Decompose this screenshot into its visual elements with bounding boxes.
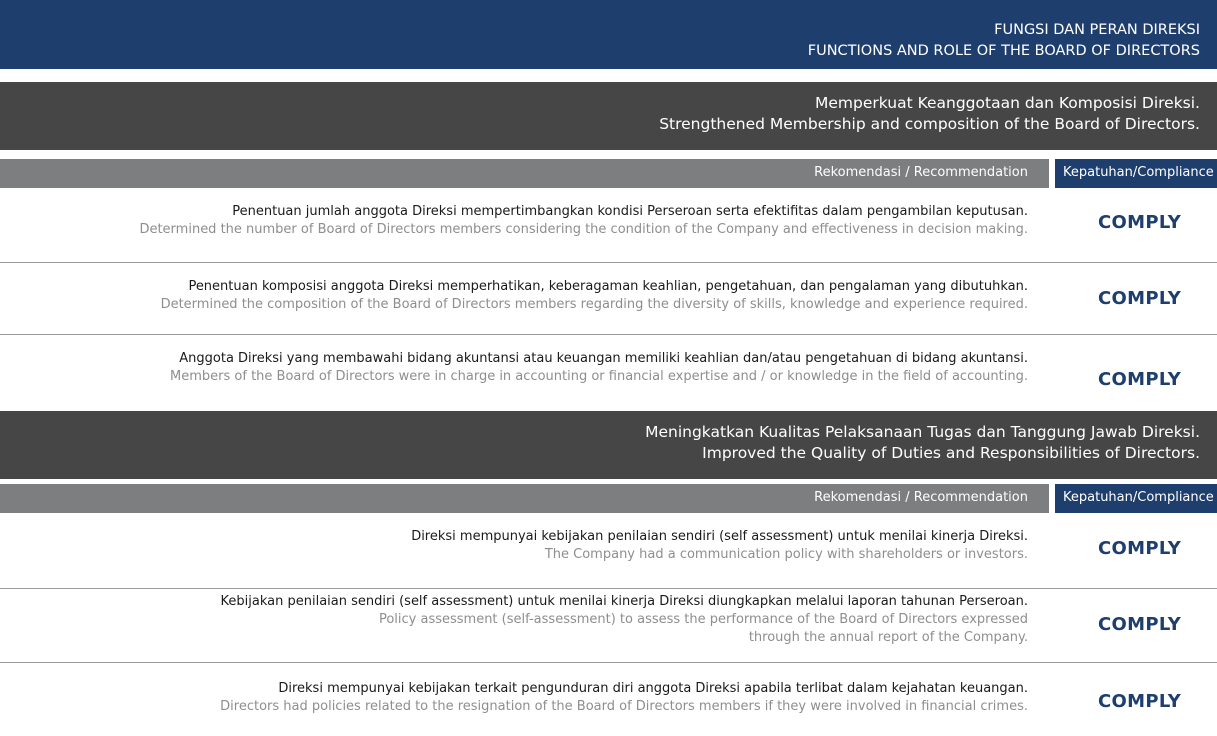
recommendation-text-en-line-1: Policy assessment (self-assessment) to assess the performance of the Board of Directors expressed [378,612,1028,627]
recommendation-text-id: Direksi mempunyai kebijakan terkait pengunduran diri anggota Direksi apabila terlibat dalam kejahatan keuangan. [278,681,1028,696]
page-header [0,0,1217,69]
table-row [0,189,1217,262]
page-title-id: FUNGSI DAN PERAN DIREKSI [994,22,1200,38]
compliance-status: COMPLY [1098,369,1182,390]
compliance-status: COMPLY [1098,288,1182,309]
compliance-status: COMPLY [1098,538,1182,559]
compliance-status: COMPLY [1098,212,1182,233]
table-row [0,589,1217,662]
recommendation-text [28,528,1028,564]
recommendation-text-en: Determined the number of Board of Directors members considering the condition of the Company and effectiveness in decision making. [139,222,1028,237]
recommendation-text-id: Kebijakan penilaian sendiri (self assessment) untuk menilai kinerja Direksi diungkapkan melalui laporan tahunan Perseroan. [220,594,1028,609]
compliance-column-header: Kepatuhan/Compliance [1055,484,1217,513]
section-title-id: Meningkatkan Kualitas Pelaksanaan Tugas dan Tanggung Jawab Direksi. [645,423,1200,441]
compliance-column-header: Kepatuhan/Compliance [1055,159,1217,188]
compliance-status: COMPLY [1098,691,1182,712]
recommendation-column-header: Rekomendasi / Recommendation [0,484,1049,513]
section-title-en: Improved the Quality of Duties and Responsibilities of Directors. [702,444,1200,462]
recommendation-text-en: Determined the composition of the Board of Directors members regarding the diversity of skills, knowledge and experience required. [160,297,1028,312]
table-row [0,263,1217,334]
recommendation-text-id: Penentuan komposisi anggota Direksi memperhatikan, keberagaman keahlian, pengetahuan, dan pengalaman yang dibutuhkan. [188,279,1028,294]
table-row [0,663,1217,736]
section-title-band [0,82,1217,150]
recommendation-text [28,278,1028,314]
recommendation-text [28,203,1028,239]
page-title-en: FUNCTIONS AND ROLE OF THE BOARD OF DIRECTORS [807,43,1200,59]
section-title-id: Memperkuat Keanggotaan dan Komposisi Direksi. [815,94,1200,112]
recommendation-text [28,350,1028,386]
recommendation-text-en-line-2: through the annual report of the Company. [748,630,1028,645]
recommendation-text-en: Members of the Board of Directors were in charge in accounting or financial expertise and / or knowledge in the field of accounting. [170,369,1028,384]
compliance-status: COMPLY [1098,614,1182,635]
recommendation-text-id: Penentuan jumlah anggota Direksi mempertimbangkan kondisi Perseroan serta efektifitas dalam pengambilan keputusan. [232,204,1028,219]
section-title-band [0,411,1217,479]
table-row [0,335,1217,411]
recommendation-text [28,680,1028,716]
recommendation-text [28,593,1028,647]
recommendation-text-en: The Company had a communication policy with shareholders or investors. [544,547,1028,562]
recommendation-text-id: Direksi mempunyai kebijakan penilaian sendiri (self assessment) untuk menilai kinerja Direksi. [411,529,1028,544]
recommendation-text-id: Anggota Direksi yang membawahi bidang akuntansi atau keuangan memiliki keahlian dan/atau pengetahuan di bidang akuntansi. [179,351,1028,366]
recommendation-column-header: Rekomendasi / Recommendation [0,159,1049,188]
table-row [0,514,1217,588]
section-title-en: Strengthened Membership and composition of the Board of Directors. [659,115,1200,133]
recommendation-text-en: Directors had policies related to the resignation of the Board of Directors members if they were involved in financial crimes. [220,699,1028,714]
